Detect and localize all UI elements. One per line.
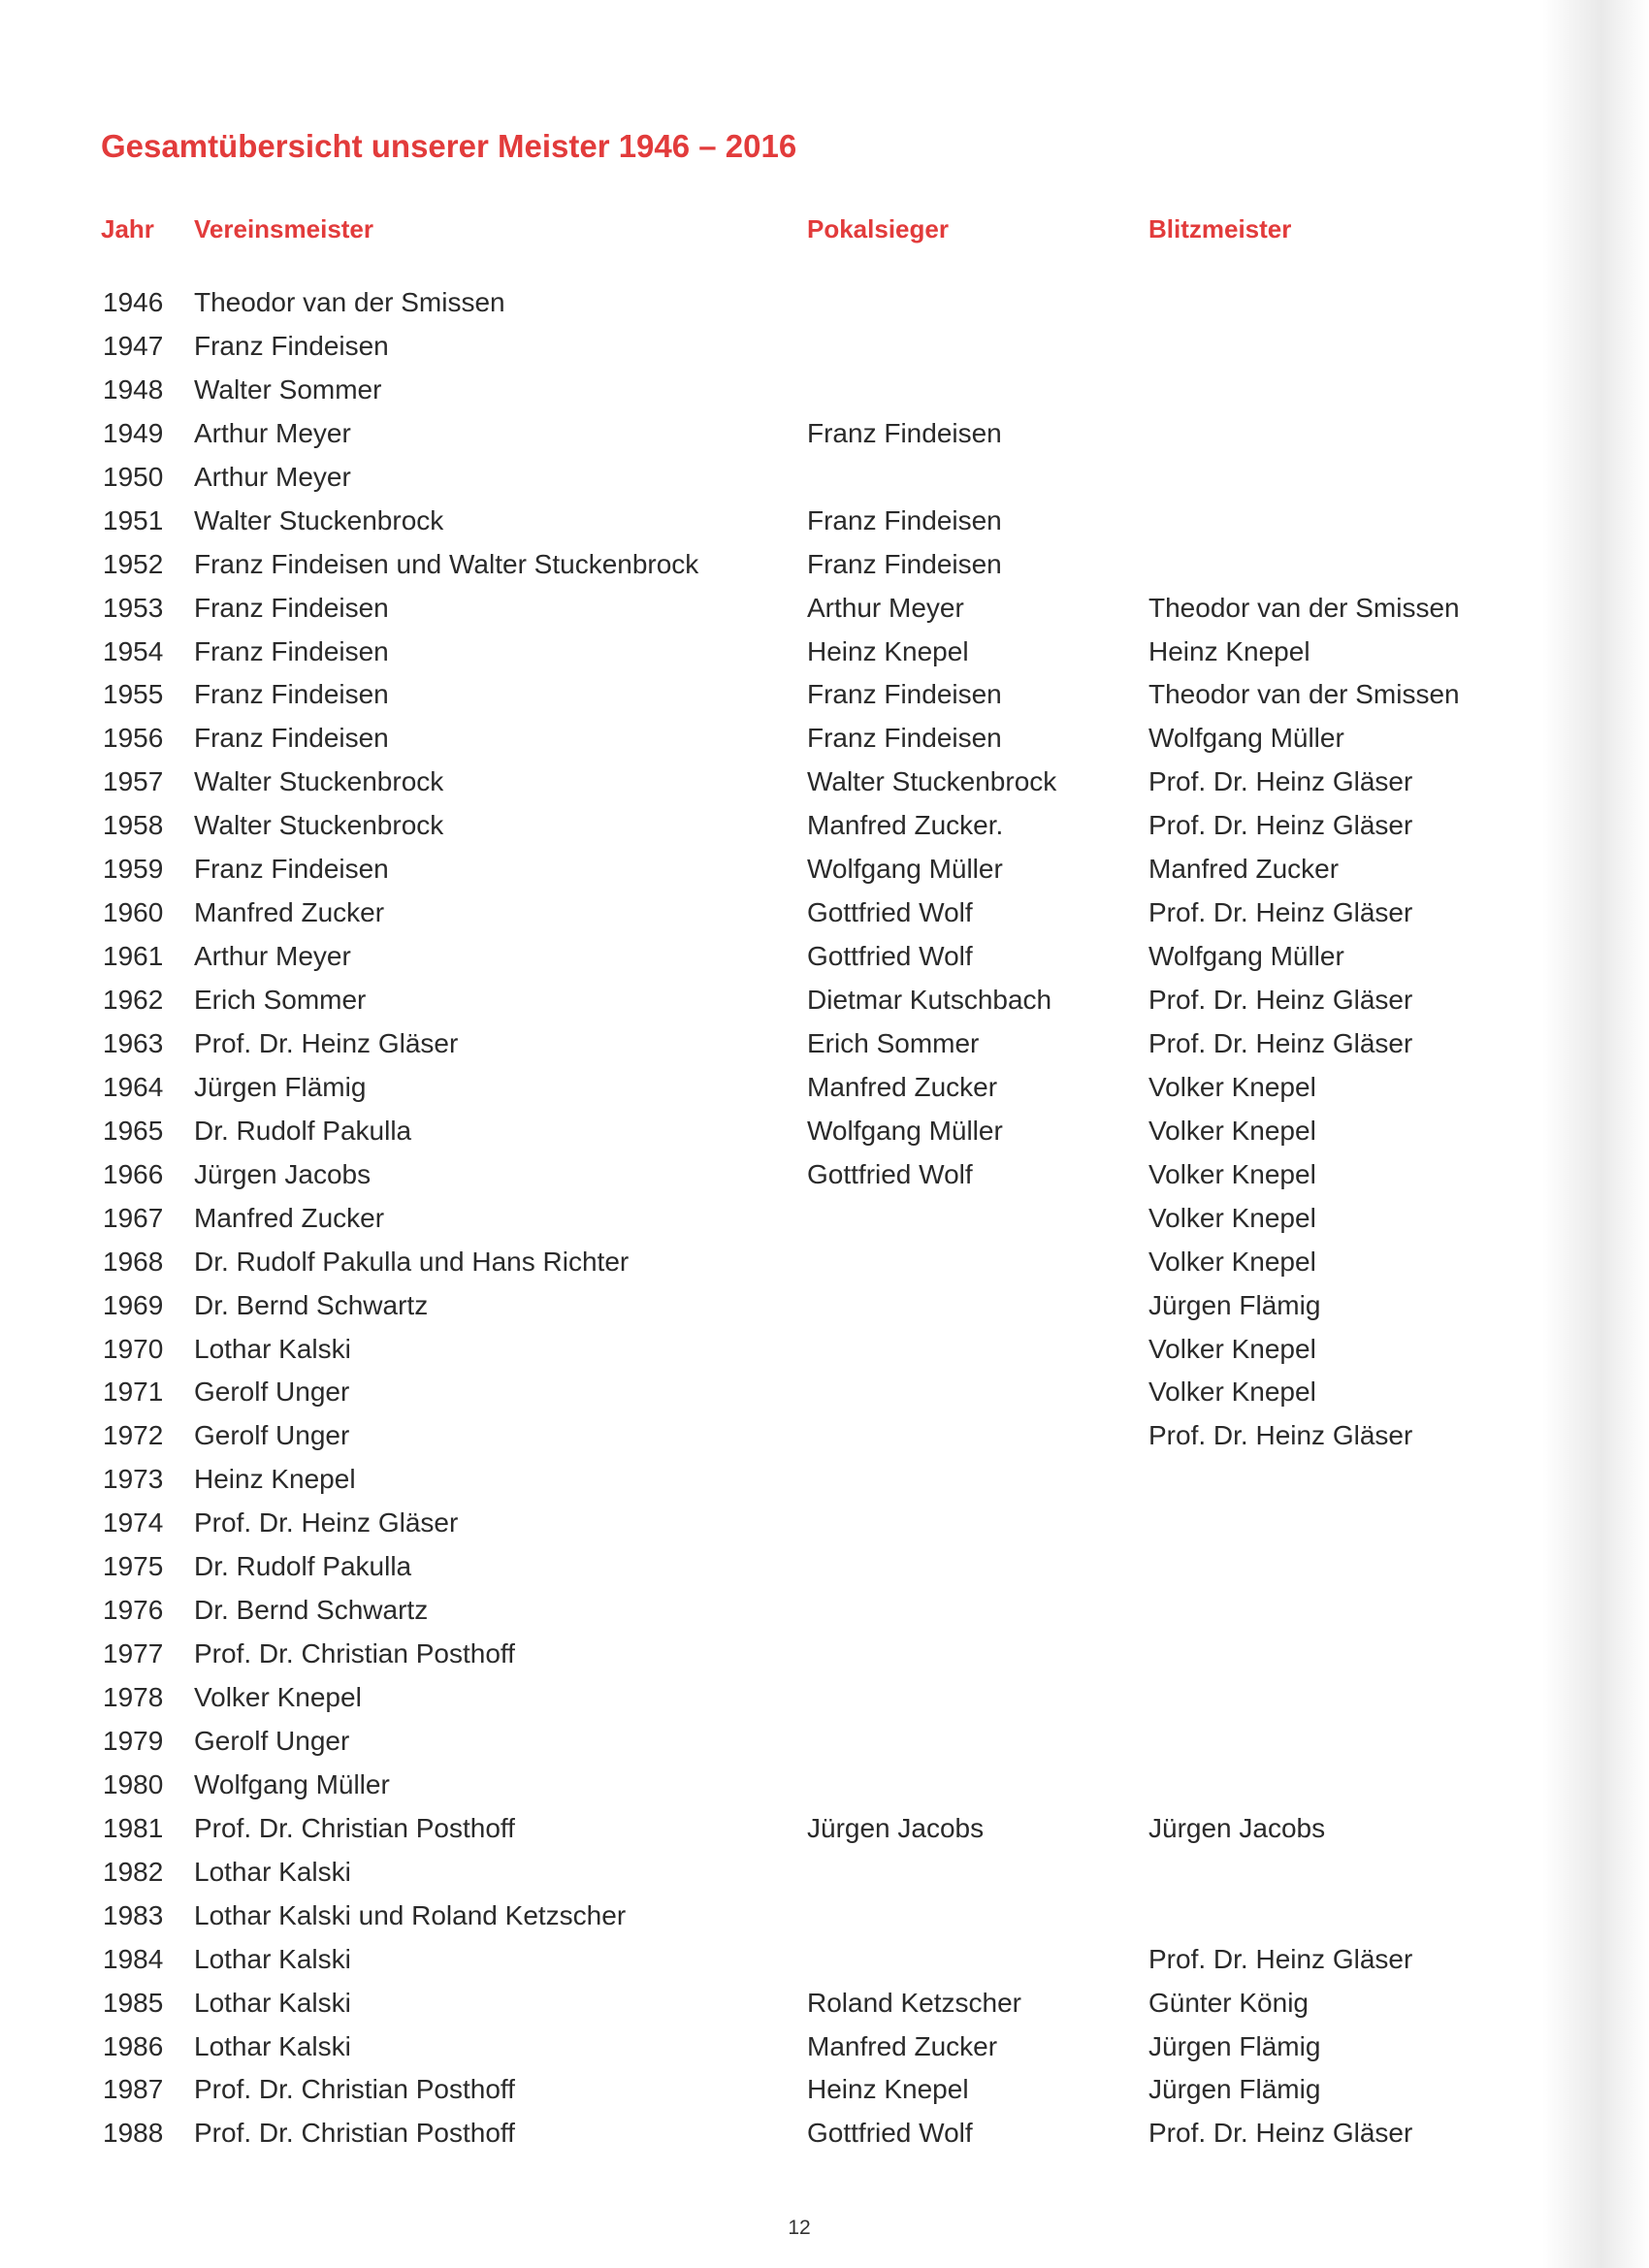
club-champion-cell: Franz Findeisen [194, 592, 389, 623]
table-row [0, 505, 1552, 549]
table-row [0, 679, 1552, 723]
blitz-champion-cell: Prof. Dr. Heinz Gläser [1148, 766, 1413, 797]
table-row [0, 549, 1552, 593]
blitz-champion-cell: Prof. Dr. Heinz Gläser [1148, 985, 1413, 1015]
club-champion-cell: Theodor van der Smissen [194, 287, 505, 317]
club-champion-cell: Franz Findeisen [194, 635, 389, 666]
table-row [0, 1682, 1552, 1726]
year-cell: 1962 [103, 985, 164, 1015]
blitz-champion-cell: Volker Knepel [1148, 1377, 1316, 1408]
year-cell: 1976 [103, 1595, 164, 1626]
table-row [0, 1290, 1552, 1334]
cup-winner-cell: Arthur Meyer [807, 592, 964, 623]
club-champion-cell: Lothar Kalski [194, 1943, 351, 1974]
club-champion-cell: Erich Sommer [194, 985, 367, 1015]
year-cell: 1956 [103, 723, 164, 754]
blitz-champion-cell: Volker Knepel [1148, 1333, 1316, 1364]
table-row [0, 1420, 1552, 1464]
column-header-cup-winner: Pokalsieger [807, 214, 949, 243]
table-row [0, 374, 1552, 418]
cup-winner-cell: Manfred Zucker. [807, 810, 1004, 841]
table-row [0, 1028, 1552, 1072]
year-cell: 1961 [103, 941, 164, 972]
cup-winner-cell: Gottfried Wolf [807, 941, 973, 972]
cup-winner-cell: Walter Stuckenbrock [807, 766, 1057, 797]
club-champion-cell: Prof. Dr. Christian Posthoff [194, 2118, 515, 2149]
club-champion-cell: Gerolf Unger [194, 1420, 350, 1451]
year-cell: 1986 [103, 2030, 164, 2061]
year-cell: 1968 [103, 1246, 164, 1277]
year-cell: 1959 [103, 854, 164, 885]
club-champion-cell: Prof. Dr. Christian Posthoff [194, 1812, 515, 1843]
table-row [0, 1334, 1552, 1377]
champions-table [0, 287, 1552, 2161]
cup-winner-cell: Gottfried Wolf [807, 2118, 973, 2149]
club-champion-cell: Jürgen Jacobs [194, 1158, 372, 1189]
table-row [0, 897, 1552, 941]
cup-winner-cell: Dietmar Kutschbach [807, 985, 1052, 1015]
club-champion-cell: Dr. Bernd Schwartz [194, 1289, 429, 1320]
column-header-club-champion: Vereinsmeister [194, 214, 374, 243]
year-cell: 1963 [103, 1027, 164, 1058]
club-champion-cell: Lothar Kalski [194, 1856, 351, 1887]
blitz-champion-cell: Günter König [1148, 1987, 1309, 2018]
cup-winner-cell: Roland Ketzscher [807, 1987, 1022, 2018]
year-cell: 1964 [103, 1071, 164, 1102]
blitz-champion-cell: Prof. Dr. Heinz Gläser [1148, 897, 1413, 928]
year-cell: 1952 [103, 548, 164, 579]
club-champion-cell: Prof. Dr. Christian Posthoff [194, 1638, 515, 1669]
club-champion-cell: Arthur Meyer [194, 941, 351, 972]
year-cell: 1985 [103, 1987, 164, 2018]
cup-winner-cell: Jürgen Jacobs [807, 1812, 985, 1843]
blitz-champion-cell: Prof. Dr. Heinz Gläser [1148, 2118, 1413, 2149]
club-champion-cell: Dr. Bernd Schwartz [194, 1595, 429, 1626]
blitz-champion-cell: Wolfgang Müller [1148, 941, 1344, 972]
table-row [0, 1072, 1552, 1116]
cup-winner-cell: Wolfgang Müller [807, 1115, 1003, 1146]
blitz-champion-cell: Prof. Dr. Heinz Gläser [1148, 1943, 1413, 1974]
year-cell: 1951 [103, 504, 164, 535]
blitz-champion-cell: Prof. Dr. Heinz Gläser [1148, 1420, 1413, 1451]
year-cell: 1953 [103, 592, 164, 623]
club-champion-cell: Prof. Dr. Heinz Gläser [194, 1507, 459, 1539]
club-champion-cell: Arthur Meyer [194, 417, 351, 448]
table-row [0, 766, 1552, 810]
club-champion-cell: Dr. Rudolf Pakulla [194, 1115, 412, 1146]
table-row [0, 1813, 1552, 1857]
blitz-champion-cell: Volker Knepel [1148, 1115, 1316, 1146]
club-champion-cell: Manfred Zucker [194, 897, 385, 928]
cup-winner-cell: Gottfried Wolf [807, 897, 973, 928]
year-cell: 1984 [103, 1943, 164, 1974]
blitz-champion-cell: Jürgen Flämig [1148, 2030, 1321, 2061]
table-row [0, 1595, 1552, 1638]
club-champion-cell: Lothar Kalski und Roland Ketzscher [194, 1899, 627, 1930]
year-cell: 1971 [103, 1377, 164, 1408]
club-champion-cell: Volker Knepel [194, 1682, 362, 1712]
cup-winner-cell: Heinz Knepel [807, 635, 969, 666]
cup-winner-cell: Franz Findeisen [807, 504, 1002, 535]
page-number: 12 [788, 2217, 811, 2239]
cup-winner-cell: Franz Findeisen [807, 723, 1002, 754]
club-champion-cell: Gerolf Unger [194, 1725, 350, 1756]
club-champion-cell: Manfred Zucker [194, 1202, 385, 1233]
table-row [0, 1900, 1552, 1944]
table-row [0, 462, 1552, 505]
club-champion-cell: Walter Stuckenbrock [194, 810, 444, 841]
cup-winner-cell: Gottfried Wolf [807, 1158, 973, 1189]
year-cell: 1972 [103, 1420, 164, 1451]
club-champion-cell: Walter Stuckenbrock [194, 766, 444, 797]
blitz-champion-cell: Manfred Zucker [1148, 854, 1340, 885]
table-row [0, 1551, 1552, 1595]
club-champion-cell: Walter Sommer [194, 373, 382, 405]
club-champion-cell: Lothar Kalski [194, 1987, 351, 2018]
table-row [0, 854, 1552, 897]
year-cell: 1980 [103, 1768, 164, 1799]
year-cell: 1979 [103, 1725, 164, 1756]
year-cell: 1965 [103, 1115, 164, 1146]
table-row [0, 1988, 1552, 2031]
cup-winner-cell: Manfred Zucker [807, 2030, 998, 2061]
year-cell: 1987 [103, 2074, 164, 2105]
cup-winner-cell: Franz Findeisen [807, 679, 1002, 710]
column-header-blitz-champion: Blitzmeister [1148, 214, 1292, 243]
blitz-champion-cell: Prof. Dr. Heinz Gläser [1148, 810, 1413, 841]
table-row [0, 1159, 1552, 1203]
club-champion-cell: Wolfgang Müller [194, 1768, 390, 1799]
table-row [0, 1116, 1552, 1159]
table-row [0, 810, 1552, 854]
club-champion-cell: Franz Findeisen [194, 679, 389, 710]
year-cell: 1977 [103, 1638, 164, 1669]
cup-winner-cell: Manfred Zucker [807, 1071, 998, 1102]
blitz-champion-cell: Wolfgang Müller [1148, 723, 1344, 754]
year-cell: 1982 [103, 1856, 164, 1887]
year-cell: 1948 [103, 373, 164, 405]
year-cell: 1954 [103, 635, 164, 666]
club-champion-cell: Gerolf Unger [194, 1377, 350, 1408]
table-row [0, 287, 1552, 331]
year-cell: 1978 [103, 1682, 164, 1712]
year-cell: 1983 [103, 1899, 164, 1930]
club-champion-cell: Arthur Meyer [194, 461, 351, 492]
year-cell: 1960 [103, 897, 164, 928]
cup-winner-cell: Franz Findeisen [807, 417, 1002, 448]
club-champion-cell: Franz Findeisen [194, 723, 389, 754]
year-cell: 1974 [103, 1507, 164, 1539]
year-cell: 1969 [103, 1289, 164, 1320]
table-row [0, 1377, 1552, 1420]
year-cell: 1947 [103, 330, 164, 361]
cup-winner-cell: Heinz Knepel [807, 2074, 969, 2105]
club-champion-cell: Dr. Rudolf Pakulla und Hans Richter [194, 1246, 630, 1277]
table-row [0, 1247, 1552, 1290]
table-row [0, 1638, 1552, 1682]
club-champion-cell: Heinz Knepel [194, 1464, 356, 1495]
club-champion-cell: Lothar Kalski [194, 1333, 351, 1364]
blitz-champion-cell: Theodor van der Smissen [1148, 592, 1460, 623]
table-row [0, 723, 1552, 766]
year-cell: 1958 [103, 810, 164, 841]
table-row [0, 941, 1552, 985]
blitz-champion-cell: Volker Knepel [1148, 1071, 1316, 1102]
blitz-champion-cell: Heinz Knepel [1148, 635, 1310, 666]
cup-winner-cell: Wolfgang Müller [807, 854, 1003, 885]
blitz-champion-cell: Volker Knepel [1148, 1158, 1316, 1189]
cup-winner-cell: Erich Sommer [807, 1027, 980, 1058]
year-cell: 1966 [103, 1158, 164, 1189]
table-row [0, 1203, 1552, 1247]
table-row [0, 1464, 1552, 1507]
year-cell: 1949 [103, 417, 164, 448]
table-row [0, 2118, 1552, 2161]
year-cell: 1975 [103, 1551, 164, 1582]
club-champion-cell: Lothar Kalski [194, 2030, 351, 2061]
table-row [0, 636, 1552, 680]
cup-winner-cell: Franz Findeisen [807, 548, 1002, 579]
club-champion-cell: Jürgen Flämig [194, 1071, 367, 1102]
table-row [0, 418, 1552, 462]
table-row [0, 331, 1552, 374]
page-title: Gesamtübersicht unserer Meister 1946 – 2016 [101, 128, 797, 164]
year-cell: 1946 [103, 287, 164, 317]
year-cell: 1981 [103, 1812, 164, 1843]
year-cell: 1955 [103, 679, 164, 710]
year-cell: 1957 [103, 766, 164, 797]
club-champion-cell: Prof. Dr. Christian Posthoff [194, 2074, 515, 2105]
scan-edge-shadow [1542, 0, 1649, 2268]
club-champion-cell: Franz Findeisen [194, 854, 389, 885]
table-row [0, 593, 1552, 636]
club-champion-cell: Franz Findeisen und Walter Stuckenbrock [194, 548, 699, 579]
year-cell: 1950 [103, 461, 164, 492]
table-row [0, 2074, 1552, 2118]
table-row [0, 1507, 1552, 1551]
blitz-champion-cell: Prof. Dr. Heinz Gläser [1148, 1027, 1413, 1058]
club-champion-cell: Dr. Rudolf Pakulla [194, 1551, 412, 1582]
year-cell: 1970 [103, 1333, 164, 1364]
year-cell: 1967 [103, 1202, 164, 1233]
table-row [0, 1769, 1552, 1813]
table-row [0, 1726, 1552, 1769]
blitz-champion-cell: Jürgen Jacobs [1148, 1812, 1326, 1843]
blitz-champion-cell: Jürgen Flämig [1148, 1289, 1321, 1320]
table-row [0, 2031, 1552, 2075]
blitz-champion-cell: Volker Knepel [1148, 1246, 1316, 1277]
club-champion-cell: Walter Stuckenbrock [194, 504, 444, 535]
club-champion-cell: Prof. Dr. Heinz Gläser [194, 1027, 459, 1058]
table-row [0, 1857, 1552, 1900]
blitz-champion-cell: Volker Knepel [1148, 1202, 1316, 1233]
table-row [0, 1944, 1552, 1988]
column-header-year: Jahr [101, 214, 154, 243]
year-cell: 1973 [103, 1464, 164, 1495]
blitz-champion-cell: Jürgen Flämig [1148, 2074, 1321, 2105]
year-cell: 1988 [103, 2118, 164, 2149]
blitz-champion-cell: Theodor van der Smissen [1148, 679, 1460, 710]
club-champion-cell: Franz Findeisen [194, 330, 389, 361]
table-row [0, 985, 1552, 1028]
